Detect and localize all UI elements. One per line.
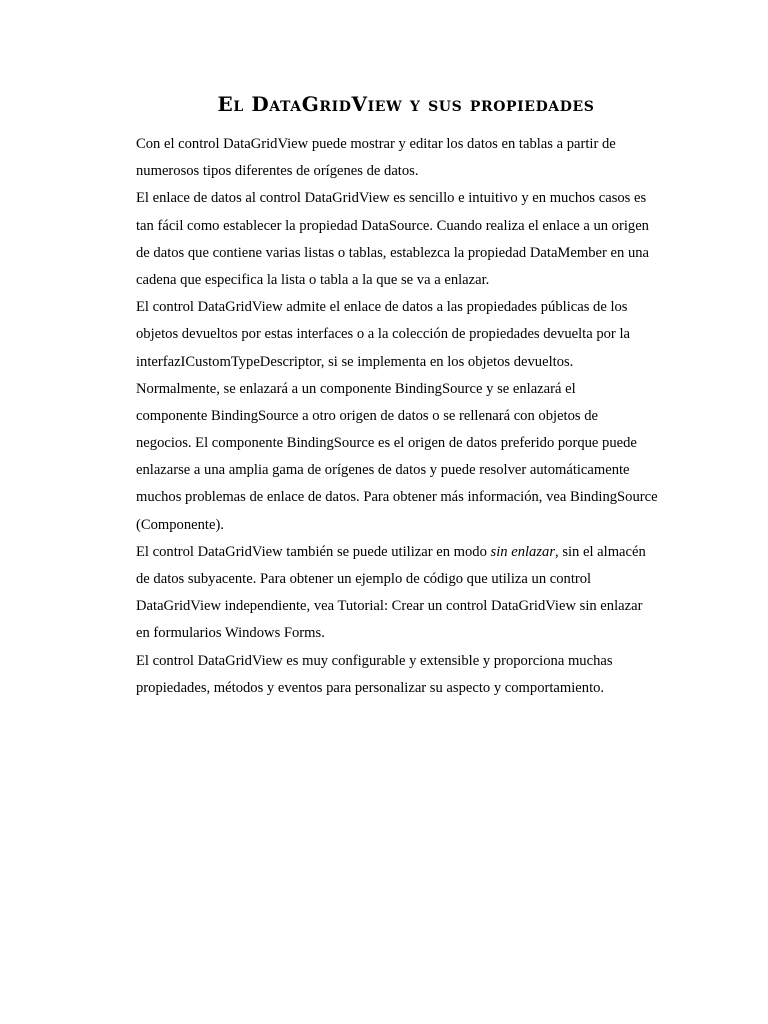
text-line: de datos que contiene varias listas o tablas, establezca la propiedad DataMember en una [136,244,650,261]
text-segment: , sin el almacén [555,543,646,560]
text-line: El control DataGridView es muy configurable y extensible y proporciona muchas [136,652,613,669]
text-line: interfazICustomTypeDescriptor, si se implementa en los objetos devueltos. [136,353,574,370]
text-line: enlazarse a una amplia gama de orígenes de datos y puede resolver automáticamente [136,462,630,479]
text-segment: El control DataGridView también se puede utilizar en modo [136,543,491,560]
text-line: El control DataGridView admite el enlace de datos a las propiedades públicas de los [136,299,628,316]
document-body [136,131,696,702]
page-title: El DataGridView y sus propiedades [217,92,595,116]
text-line: DataGridView independiente, vea Tutorial: Crear un control DataGridView sin enlazar [136,598,643,615]
text-line: componente BindingSource a otro origen de datos o se rellenará con objetos de [136,407,598,424]
text-line: numerosos tipos diferentes de orígenes de datos. [136,163,419,180]
text-line-mixed [136,539,696,566]
text-line: cadena que especifica la lista o tabla a la que se va a enlazar. [136,271,490,288]
text-line: objetos devueltos por estas interfaces o a la colección de propiedades devuelta por la [136,326,630,343]
text-line: Con el control DataGridView puede mostrar y editar los datos en tablas a partir de [136,136,616,152]
text-line: (Componente). [136,516,224,533]
text-line: tan fácil como establecer la propiedad DataSource. Cuando realiza el enlace a un origen [136,217,649,234]
text-line: negocios. El componente BindingSource es el origen de datos preferido porque puede [136,435,637,452]
text-line: Normalmente, se enlazará a un componente BindingSource y se enlazará el [136,380,576,397]
text-line: El enlace de datos al control DataGridView es sencillo e intuitivo y en muchos casos es [136,190,647,207]
text-line: de datos subyacente. Para obtener un ejemplo de código que utiliza un control [136,571,592,587]
text-line: muchos problemas de enlace de datos. Para obtener más información, vea BindingSource [136,489,658,506]
text-line: en formularios Windows Forms. [136,625,325,642]
text-line: propiedades, métodos y eventos para personalizar su aspecto y comportamiento. [136,679,605,696]
italic-term: sin enlazar [490,543,556,560]
